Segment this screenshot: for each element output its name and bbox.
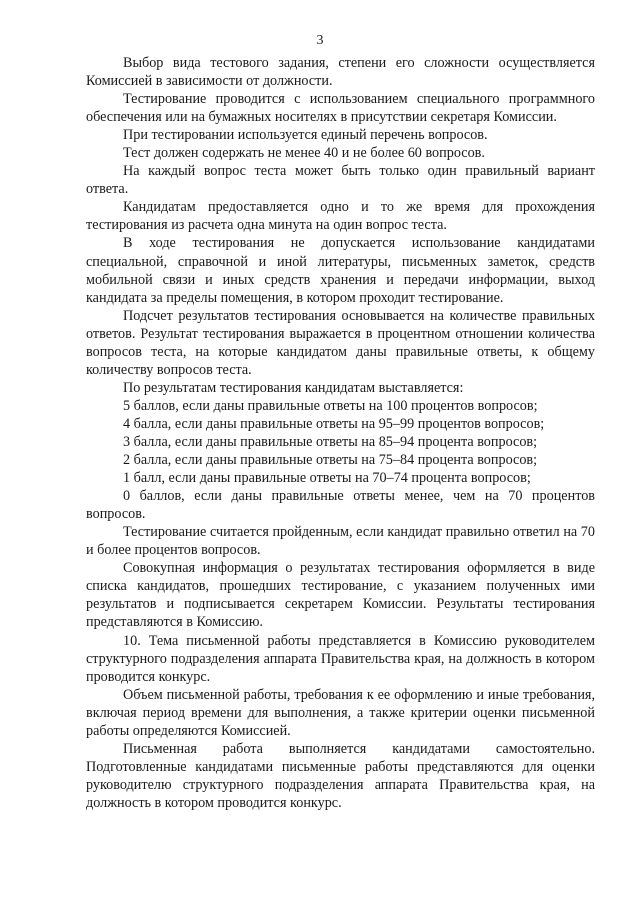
paragraph-result-calculation: Подсчет результатов тестирования основывается на количестве правильных ответов. Результат тестирования выражается в процентном отношении количества вопросов теста, на которые кандидатом даны правильные ответы, к общему количеству вопросов теста. <box>86 307 595 378</box>
paragraph-pass-criterion: Тестирование считается пройденным, если кандидат правильно ответил на 70 и более процентов вопросов. <box>86 524 595 559</box>
grading-item-3: 3 балла, если даны правильные ответы на 85–94 процента вопросов; <box>123 433 538 450</box>
grading-item-1: 1 балл, если даны правильные ответы на 70–74 процента вопросов; <box>123 470 531 487</box>
document-body <box>86 54 595 812</box>
paragraph-single-correct-answer: На каждый вопрос теста может быть только один правильный вариант ответа. <box>86 163 595 198</box>
grading-item-4: 4 балла, если даны правильные ответы на 95–99 процентов вопросов; <box>123 415 545 432</box>
grading-item-2: 2 балла, если даны правильные ответы на 75–84 процента вопросов; <box>123 452 538 469</box>
grading-item-0: 0 баллов, если даны правильные ответы менее, чем на 70 процентов вопросов. <box>86 488 595 523</box>
paragraph-written-work-requirements: Объем письменной работы, требования к ее оформлению и иные требования, включая период времени для выполнения, а также критерии оценки письменной работы определяются Комиссией. <box>86 686 595 739</box>
paragraph-single-question-list: При тестировании используется единый перечень вопросов. <box>123 127 488 144</box>
paragraph-written-work-topic: 10. Тема письменной работы представляется в Комиссию руководителем структурного подразделения аппарата Правительства края, на должность в котором проводится конкурс. <box>86 632 595 685</box>
paragraph-test-software: Тестирование проводится с использованием специального программного обеспечения или на бумажных носителях в присутствии секретаря Комиссии. <box>86 91 595 126</box>
paragraph-written-work-submission: Письменная работа выполняется кандидатами самостоятельно. Подготовленные кандидатами письменные работы представляются для оценки руководителю структурного подразделения аппарата Правительства края, на должность в котором проводится конкурс. <box>86 740 595 811</box>
grading-item-5: 5 баллов, если даны правильные ответы на 100 процентов вопросов; <box>123 397 538 414</box>
paragraph-question-count: Тест должен содержать не менее 40 и не более 60 вопросов. <box>123 145 485 162</box>
paragraph-results-summary: Совокупная информация о результатах тестирования оформляется в виде списка кандидатов, прошедших тестирование, с указанием полученных ими результатов и подписывается секретарем Комиссии. Результаты тестирования представляются в Комиссию. <box>86 560 595 631</box>
page-number: 3 <box>316 33 324 48</box>
paragraph-testing-restrictions: В ходе тестирования не допускается использование кандидатами специальной, справочной и иной литературы, письменных заметок, средств мобильной связи и иных средств хранения и передачи информации, выход кандидата за пределы помещения, в котором проходит тестирование. <box>86 235 595 306</box>
paragraph-time-limit: Кандидатам предоставляется одно и то же время для прохождения тестирования из расчета одна минута на один вопрос теста. <box>86 199 595 234</box>
paragraph-grading-intro: По результатам тестирования кандидатам выставляется: <box>123 379 464 396</box>
paragraph-test-selection: Выбор вида тестового задания, степени его сложности осуществляется Комиссией в зависимости от должности. <box>86 55 595 90</box>
